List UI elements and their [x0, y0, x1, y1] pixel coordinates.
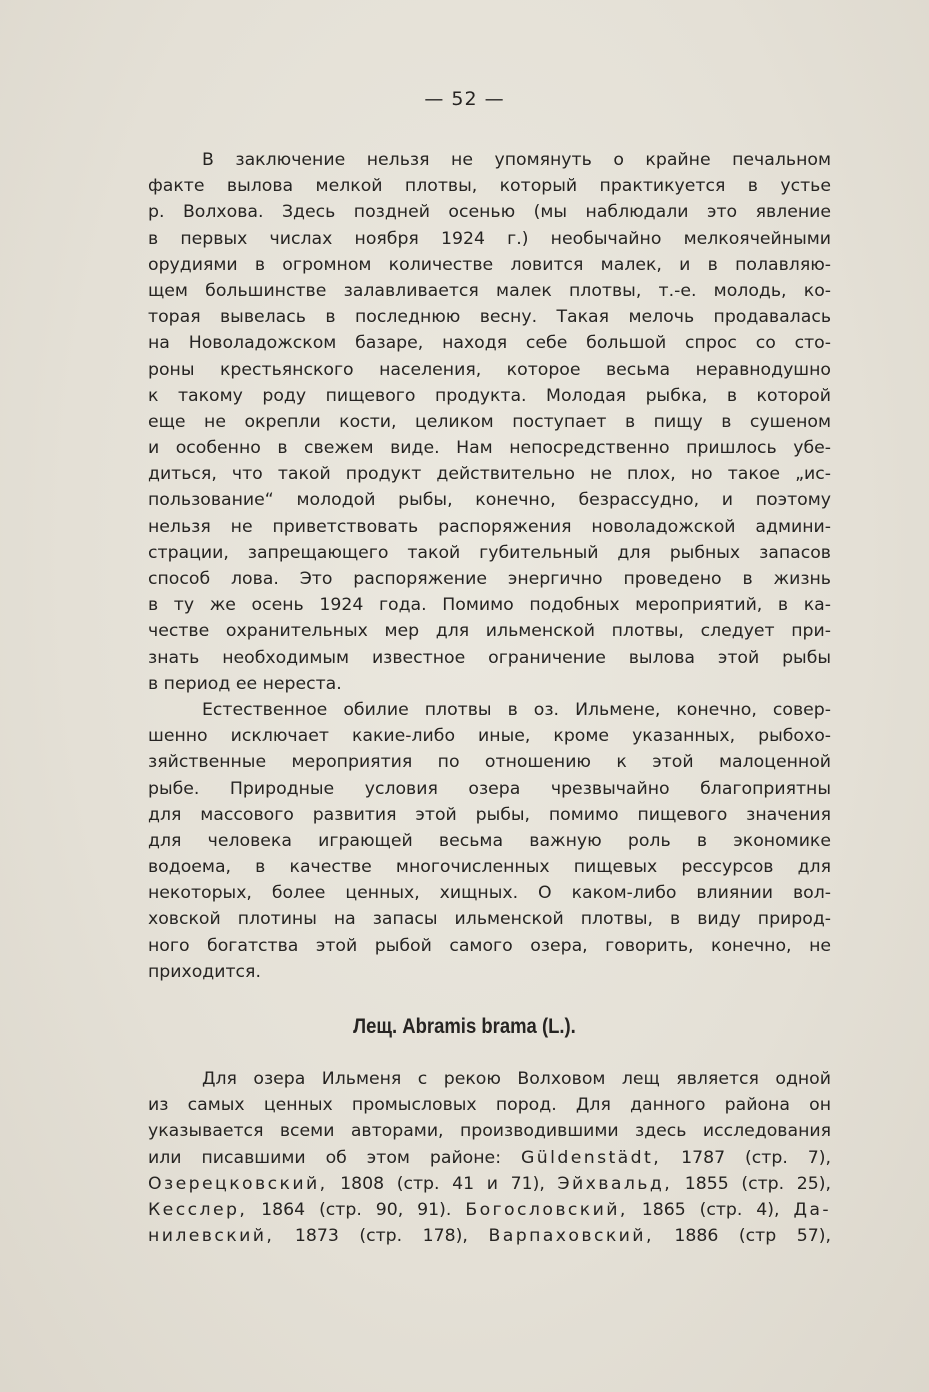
text-line: для массового развития этой рыбы, помимо пищевого значения: [148, 804, 831, 825]
author-name: Да-: [793, 1199, 831, 1220]
text-fragment: 1865 (стр. 4),: [641, 1199, 780, 1220]
text-line: приходится.: [148, 961, 261, 982]
author-name: Озерецковский,: [148, 1173, 328, 1194]
section-heading: Лещ. Abramis brama (L.).: [353, 1015, 576, 1038]
author-name: Богословский,: [465, 1199, 628, 1220]
text-fragment: 1855 (стр. 25),: [684, 1173, 831, 1194]
text-line: в первых числах ноября 1924 г.) необычайно мелкоячейными: [148, 228, 831, 249]
text-line: нельзя не приветствовать распоряжения новоладожской админи-: [148, 516, 831, 537]
text-line: некоторых, более ценных, хищных. О каком-либо влиянии вол-: [148, 883, 831, 904]
text-line: к такому роду пищевого продукта. Молодая рыбка, в которой: [148, 385, 831, 406]
text-line: на Новоладожском базаре, находя себе большой спрос со сто-: [148, 333, 831, 354]
text-fragment: 1873 (стр. 178),: [294, 1226, 468, 1247]
author-name: нилевский,: [148, 1226, 275, 1247]
text-line: ховской плотины на запасы ильменской плотвы, в виду природ-: [148, 909, 831, 930]
text-line: зяйственные мероприятия по отношению к этой малоценной: [148, 752, 831, 773]
text-block-2: [148, 1066, 831, 1249]
text-line: Для озера Ильменя с рекою Волховом лещ является одной: [202, 1069, 831, 1089]
text-block-1: [148, 147, 831, 985]
text-line: шенно исключает какие-либо иные, кроме указанных, рыбохо-: [148, 726, 831, 747]
text-line: и особенно в свежем виде. Нам непосредственно пришлось убе-: [148, 438, 831, 459]
text-line: честве охранительных мер для ильменской плотвы, следует при-: [148, 621, 831, 642]
text-line: щем большинстве залавливается малек плотвы, т.-е. молодь, ко-: [148, 280, 831, 301]
text-line: ного богатства этой рыбой самого озера, говорить, конечно, не: [148, 935, 831, 956]
text-fragment: 1886 (стр 57),: [674, 1226, 831, 1247]
text-line: В заключение нельзя не упомянуть о крайне печальном: [202, 150, 831, 170]
author-name: Кесслер,: [148, 1199, 248, 1220]
text-line: [148, 1145, 831, 1171]
text-line: роны крестьянского населения, которое весьма неравнодушно: [148, 359, 831, 380]
author-name: Варпаховский,: [488, 1226, 654, 1247]
text-line: знать необходимым известное ограничение вылова этой рыбы: [148, 647, 831, 668]
text-fragment: или писавшими об этом районе:: [148, 1147, 502, 1168]
text-line: рыбе. Природные условия озера чрезвычайно благоприятны: [148, 778, 831, 799]
text-line: способ лова. Это распоряжение энергично проведено в жизнь: [148, 569, 831, 589]
text-line: указывается всеми авторами, производившими здесь исследования: [148, 1121, 831, 1142]
author-name: Güldenstädt,: [521, 1147, 662, 1168]
text-line: страции, запрещающего такой губительный для рыбных запасов: [148, 542, 831, 563]
text-line: [148, 1223, 831, 1249]
page-number: — 52 —: [424, 88, 505, 110]
text-fragment: 1808 (стр. 41 и 71),: [340, 1173, 545, 1194]
text-line: еще не окрепли кости, целиком поступает в пищу в сушеном: [148, 411, 831, 432]
text-line: [148, 1197, 831, 1223]
text-line: орудиями в огромном количестве ловится малек, и в полавляю-: [148, 254, 831, 275]
text-line: р. Волхова. Здесь поздней осенью (мы наблюдали это явление: [148, 202, 831, 223]
text-line: факте вылова мелкой плотвы, который практикуется в устье: [148, 176, 831, 197]
text-fragment: 1864 (стр. 90, 91).: [261, 1199, 452, 1220]
text-line: в период ее нереста.: [148, 673, 342, 694]
text-line: пользование“ молодой рыбы, конечно, безрассудно, и поэтому: [148, 490, 831, 511]
author-name: Эйхвальд,: [557, 1173, 673, 1194]
text-line: из самых ценных промысловых пород. Для данного района он: [148, 1095, 831, 1116]
text-line: Естественное обилие плотвы в оз. Ильмене, конечно, совер-: [202, 699, 831, 720]
text-line: [148, 1171, 831, 1197]
text-line: для человека играющей весьма важную роль в экономике: [148, 830, 831, 851]
text-line: диться, что такой продукт действительно не плох, но такое „ис-: [148, 464, 831, 485]
text-line: водоема, в качестве многочисленных пищевых рессурсов для: [148, 857, 831, 878]
text-line: в ту же осень 1924 года. Помимо подобных мероприятий, в ка-: [148, 595, 831, 616]
text-fragment: 1787 (стр. 7),: [681, 1147, 832, 1168]
text-line: торая вывелась в последнюю весну. Такая мелочь продавалась: [148, 307, 831, 328]
